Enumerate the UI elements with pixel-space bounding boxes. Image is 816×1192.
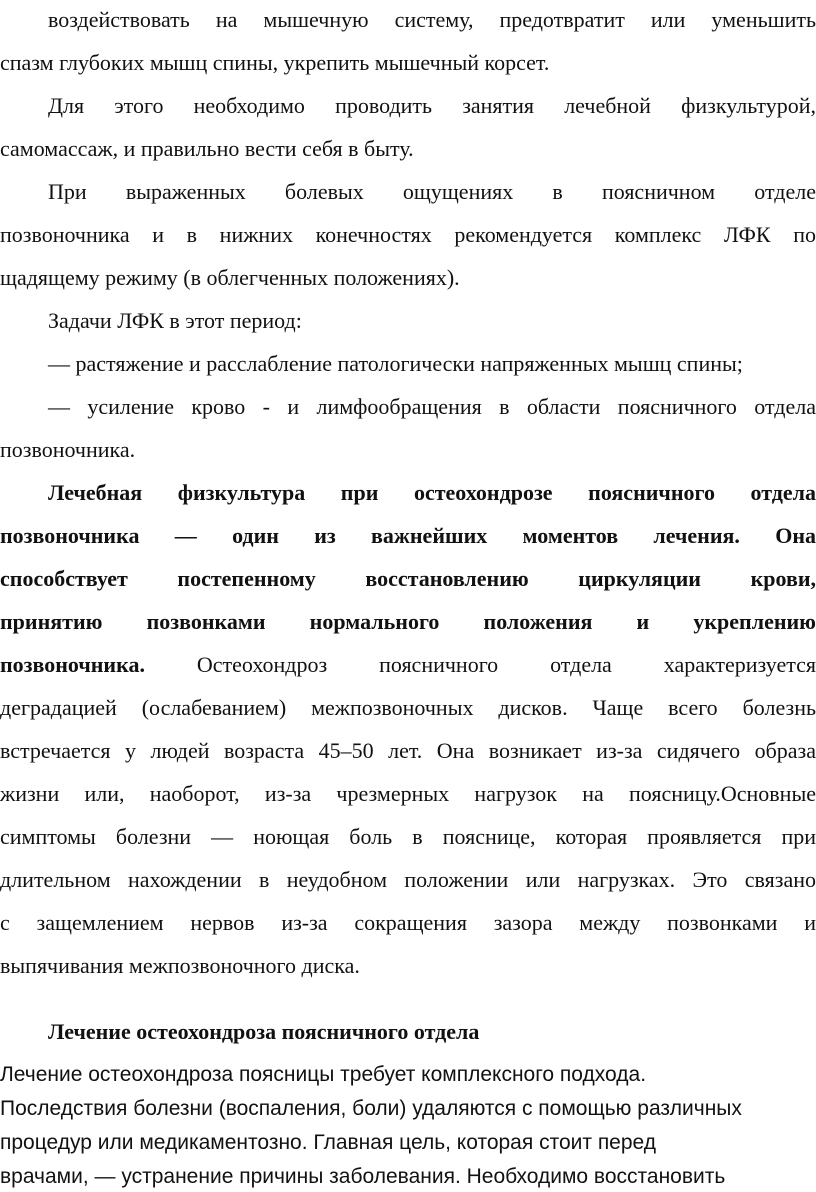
text-span: Задачи ЛФК в этот период:	[48, 308, 302, 333]
text-span: процедур или медикаментозно. Главная цель, которая стоит перед	[0, 1131, 657, 1154]
text-line	[0, 650, 816, 680]
text-span: длительном нахождении в неудобном положении или нагрузках. Это связано	[0, 867, 816, 892]
text-line	[0, 435, 816, 465]
text-line	[0, 220, 816, 250]
text-span: спазм глубоких мышц спины, укрепить мышечный корсет.	[0, 50, 550, 75]
text-line	[48, 392, 816, 422]
bold-text: Лечебная физкультура при остеохондрозе поясничного отдела	[48, 480, 816, 505]
bold-text: принятию позвонками нормального положения и укреплению	[0, 609, 816, 634]
text-line	[0, 779, 816, 809]
bold-text: позвоночника.	[0, 652, 145, 677]
text-span: Лечение остеохондроза поясницы требует комплексного подхода.	[0, 1063, 647, 1086]
text-line	[48, 478, 816, 508]
text-span: встречается у людей возраста 45–50 лет. Она возникает из-за сидячего образа	[0, 738, 816, 763]
text-span: самомассаж, и правильно вести себя в быту.	[0, 136, 414, 161]
text-span: — растяжение и расслабление патологически напряженных мышц спины;	[48, 351, 743, 376]
text-span: Для этого необходимо проводить занятия лечебной физкультурой,	[48, 93, 816, 118]
text-line	[0, 1128, 816, 1158]
text-line	[48, 306, 816, 336]
text-span: воздействовать на мышечную систему, предотвратит или уменьшить	[48, 7, 816, 32]
text-span: Остеохондроз поясничного отдела характеризуется	[144, 652, 816, 677]
text-line	[48, 1017, 816, 1047]
text-span: врачами, — устранение причины заболевания. Необходимо восстановить	[0, 1165, 726, 1188]
bold-text: способствует постепенному восстановлению циркуляции крови,	[0, 566, 816, 591]
text-line	[0, 564, 816, 594]
text-span: — усиление крово - и лимфообращения в области поясничного отдела	[48, 394, 816, 419]
text-line	[0, 693, 816, 723]
text-line	[0, 521, 816, 551]
text-line	[0, 134, 816, 164]
text-span: выпячивания межпозвоночного диска.	[0, 953, 360, 978]
text-line	[0, 951, 816, 981]
text-line	[48, 349, 816, 379]
text-line	[0, 908, 816, 938]
text-line	[48, 91, 816, 121]
text-line	[0, 1162, 816, 1192]
text-span: позвоночника и в нижних конечностях рекомендуется комплекс ЛФК по	[0, 222, 816, 247]
text-line	[0, 865, 816, 895]
text-line	[0, 1094, 816, 1124]
text-line	[0, 822, 816, 852]
text-span: Последствия болезни (воспаления, боли) удаляются с помощью различных	[0, 1097, 742, 1120]
text-span: с защемлением нервов из-за сокращения зазора между позвонками и	[0, 910, 816, 935]
text-line	[48, 177, 816, 207]
bold-text: позвоночника — один из важнейших моментов лечения. Она	[0, 523, 816, 548]
text-line	[0, 736, 816, 766]
text-span: жизни или, наоборот, из-за чрезмерных нагрузок на поясницу.Основные	[0, 781, 816, 806]
text-line	[0, 263, 816, 293]
text-line	[0, 607, 816, 637]
text-line	[0, 48, 816, 78]
text-span: щадящему режиму (в облегченных положениях).	[0, 265, 460, 290]
text-span: деградацией (ослабеванием) межпозвоночных дисков. Чаще всего болезнь	[0, 695, 816, 720]
text-line	[0, 1060, 816, 1090]
text-span: При выраженных болевых ощущениях в поясничном отделе	[48, 179, 816, 204]
text-line	[48, 5, 816, 35]
bold-text: Лечение остеохондроза поясничного отдела	[48, 1019, 480, 1044]
text-span: симптомы болезни — ноющая боль в пояснице, которая проявляется при	[0, 824, 816, 849]
text-span: позвоночника.	[0, 437, 136, 462]
